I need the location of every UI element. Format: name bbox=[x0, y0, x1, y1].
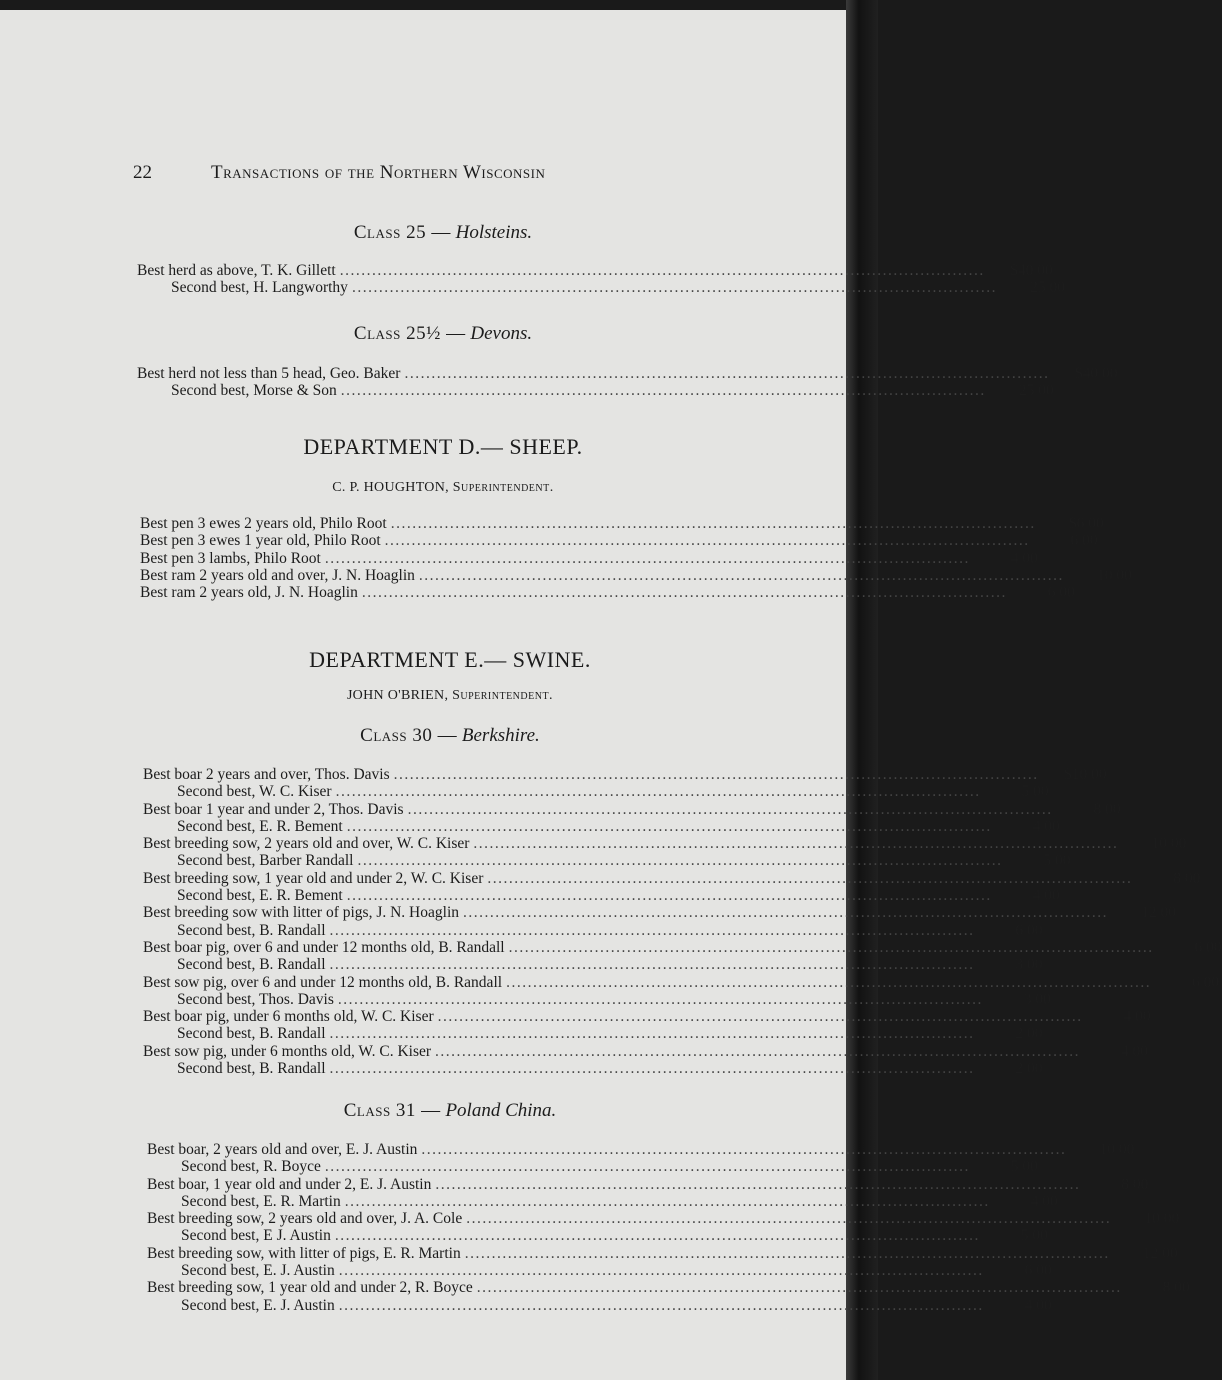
award-row-second bbox=[147, 1262, 1052, 1280]
award-text: Best breeding sow, 2 years old and over, J. A. Cole bbox=[147, 1210, 463, 1228]
dot-leader: ........................................................................................................................ bbox=[338, 1262, 984, 1280]
award-row-second bbox=[147, 1158, 1038, 1176]
dot-leader: ........................................................................................................................ bbox=[421, 1141, 1067, 1158]
award-amount: 6 00 bbox=[1191, 973, 1220, 991]
dot-leader: ........................................................................................................................ bbox=[324, 549, 970, 567]
award-text: Second best, Thos. Davis bbox=[177, 990, 334, 1008]
dot-leader: ........................................................................................................................ bbox=[390, 515, 1036, 532]
dot-leader: ........................................................................................................................ bbox=[335, 783, 981, 801]
award-text: Best sow pig, under 6 months old, W. C. Kiser bbox=[143, 1042, 432, 1060]
award-text: Best herd as above, T. K. Gillett bbox=[137, 262, 336, 279]
award-amount: 4 00 bbox=[1032, 887, 1060, 905]
award-text: Best breeding sow, 1 year old and under 2, R. Boyce bbox=[147, 1279, 473, 1297]
dot-leader: ........................................................................................................................ bbox=[384, 532, 1030, 550]
award-row-second bbox=[143, 1060, 1043, 1078]
dot-leader: ........................................................................................................................ bbox=[404, 365, 1050, 382]
award-list bbox=[140, 515, 1132, 602]
award-text: Best boar, 2 years old and over, E. J. Austin bbox=[147, 1141, 418, 1158]
award-amount: $10 00 bbox=[1063, 766, 1107, 783]
dot-leader: ........................................................................................................................ bbox=[463, 904, 1108, 922]
award-row bbox=[143, 904, 1176, 922]
award-amount: 25 00 bbox=[1018, 382, 1054, 400]
dot-leader: ........................................................................................................................ bbox=[344, 1192, 990, 1210]
award-amount: 4 00 bbox=[1010, 549, 1038, 567]
award-amount: 4 00 bbox=[1032, 817, 1060, 835]
award-amount: 4 00 bbox=[1123, 1008, 1151, 1026]
dot-leader: ........................................................................................................................ bbox=[508, 938, 1154, 956]
award-text: Best boar, 1 year old and under 2, E. J. Austin bbox=[147, 1175, 432, 1193]
dot-leader: ........................................................................................................................ bbox=[506, 973, 1152, 991]
award-text: Best breeding sow, 2 years old and over, W. C. Kiser bbox=[143, 835, 470, 853]
award-text: Best ram 2 years old, J. N. Hoaglin bbox=[140, 584, 358, 602]
award-text: Best breeding sow, with litter of pigs, E. R. Martin bbox=[147, 1244, 461, 1262]
award-row bbox=[140, 549, 1038, 567]
award-amount: 6 00 bbox=[1070, 532, 1098, 550]
dot-leader: ........................................................................................................................ bbox=[435, 1042, 1081, 1060]
award-amount: 8 00 bbox=[1173, 869, 1201, 887]
award-amount: 10 00 bbox=[1144, 1210, 1180, 1228]
dot-leader: ........................................................................................................................ bbox=[338, 1296, 984, 1314]
award-row bbox=[143, 973, 1220, 991]
award-text: Second best, R. Boyce bbox=[181, 1158, 321, 1176]
award-text: Best sow pig, over 6 and under 12 months old, B. Randall bbox=[143, 973, 503, 991]
award-amount: 12 00 bbox=[1141, 904, 1176, 922]
award-amount: 4 00 bbox=[1120, 1042, 1149, 1060]
award-amount: 6 00 bbox=[1194, 938, 1222, 956]
award-amount: 5 00 bbox=[1043, 852, 1071, 870]
award-amount: 10 00 bbox=[1099, 1141, 1135, 1158]
award-row bbox=[140, 532, 1098, 550]
department-heading: DEPARTMENT E.— SWINE. bbox=[309, 647, 591, 672]
award-row-second bbox=[137, 382, 1054, 400]
award-text: Second best, B. Randall bbox=[177, 1060, 326, 1078]
award-row bbox=[140, 566, 1132, 584]
award-amount: 3 00 bbox=[1015, 956, 1043, 974]
award-amount: 12 00 bbox=[1142, 1244, 1178, 1262]
award-text: Best boar pig, over 6 and under 12 months old, B. Randall bbox=[143, 938, 505, 956]
award-text: Best pen 3 ewes 2 years old, Philo Root bbox=[140, 515, 387, 532]
dot-leader: ........................................................................................................................ bbox=[464, 1244, 1110, 1262]
award-amount: 10 00 bbox=[1097, 566, 1132, 584]
award-text: Second best, Morse & Son bbox=[171, 382, 337, 400]
award-text: Best boar 2 years and over, Thos. Davis bbox=[143, 766, 390, 783]
award-list bbox=[143, 766, 1222, 1078]
award-row-second bbox=[143, 1025, 1043, 1043]
award-text: Second best, E. J. Austin bbox=[181, 1262, 335, 1280]
dot-leader: ........................................................................................................................ bbox=[324, 1158, 970, 1176]
award-row-second bbox=[137, 279, 1065, 297]
award-text: Second best, E. R. Martin bbox=[181, 1192, 341, 1210]
dot-leader: ........................................................................................................................ bbox=[357, 852, 1003, 870]
dot-leader: ........................................................................................................................ bbox=[437, 1008, 1083, 1026]
department-heading: DEPARTMENT D.— SHEEP. bbox=[303, 434, 583, 459]
award-text: Second best, E. R. Bement bbox=[177, 887, 343, 905]
dot-leader: ........................................................................................................................ bbox=[407, 800, 1053, 818]
dot-leader: ........................................................................................................................ bbox=[329, 1060, 975, 1078]
award-row bbox=[143, 766, 1107, 783]
award-row bbox=[147, 1175, 1149, 1193]
award-amount: 5 00 bbox=[1021, 783, 1049, 801]
award-row bbox=[140, 584, 1075, 602]
award-amount: $40 00 bbox=[1010, 262, 1053, 279]
award-text: Best breeding sow, 1 year old and under 2, W. C. Kiser bbox=[143, 869, 484, 887]
award-text: Second best, B. Randall bbox=[177, 921, 326, 939]
award-amount: 5 00 bbox=[1010, 1158, 1038, 1176]
award-amount: 2 00 bbox=[1015, 1060, 1043, 1078]
dot-leader: ........................................................................................................................ bbox=[346, 887, 992, 905]
dot-leader: ........................................................................................................................ bbox=[361, 584, 1007, 602]
award-amount: 8 00 bbox=[1162, 1279, 1190, 1297]
dot-leader: ........................................................................................................................ bbox=[476, 1279, 1122, 1297]
award-row bbox=[143, 800, 1121, 818]
award-amount: $6 00 bbox=[1068, 515, 1104, 532]
dot-leader: ........................................................................................................................ bbox=[466, 1210, 1112, 1228]
award-row bbox=[147, 1210, 1180, 1228]
award-amount: 10 00 bbox=[1151, 835, 1187, 853]
award-row-second bbox=[143, 887, 1060, 905]
dot-leader: ........................................................................................................................ bbox=[487, 869, 1133, 887]
dot-leader: ........................................................................................................................ bbox=[435, 1175, 1081, 1193]
running-title: Transactions of the Northern Wisconsin bbox=[211, 162, 546, 183]
page-number: 22 bbox=[133, 162, 152, 183]
award-amount: $40 00 bbox=[1074, 365, 1118, 382]
dot-leader: ........................................................................................................................ bbox=[337, 990, 983, 1008]
award-amount: 2 00 bbox=[1015, 1025, 1043, 1043]
award-amount: 5 00 bbox=[1020, 1227, 1048, 1245]
class-heading: Class 30 — Berkshire. bbox=[360, 725, 540, 746]
award-row-second bbox=[143, 783, 1049, 801]
dot-leader: ........................................................................................................................ bbox=[351, 279, 997, 297]
dot-leader: ........................................................................................................................ bbox=[329, 1025, 975, 1043]
class-heading: Class 25 — Holsteins. bbox=[353, 222, 533, 243]
dot-leader: ........................................................................................................................ bbox=[339, 262, 985, 279]
running-head bbox=[133, 162, 683, 184]
award-text: Best boar pig, under 6 months old, W. C. Kiser bbox=[143, 1008, 434, 1026]
award-text: Best ram 2 years old and over, J. N. Hoaglin bbox=[140, 566, 415, 584]
award-list bbox=[137, 262, 1065, 297]
award-row-second bbox=[143, 956, 1043, 974]
award-text: Best pen 3 lambs, Philo Root bbox=[140, 549, 321, 567]
award-amount: 4 00 bbox=[1024, 1296, 1052, 1314]
dot-leader: ........................................................................................................................ bbox=[473, 835, 1119, 853]
award-text: Best pen 3 ewes 1 year old, Philo Root bbox=[140, 532, 381, 550]
award-row-second bbox=[143, 817, 1060, 835]
award-row-second bbox=[143, 990, 1051, 1008]
award-text: Second best, H. Langworthy bbox=[171, 279, 348, 297]
award-amount: 25 00 bbox=[1030, 279, 1065, 297]
award-text: Second best, W. C. Kiser bbox=[177, 783, 332, 801]
award-row-second bbox=[143, 852, 1071, 870]
award-row bbox=[137, 365, 1118, 382]
award-row bbox=[143, 938, 1222, 956]
award-amount: 6 00 bbox=[1015, 921, 1043, 939]
award-amount: 3 00 bbox=[1023, 990, 1051, 1008]
award-text: Best breeding sow with litter of pigs, J. N. Hoaglin bbox=[143, 904, 459, 922]
award-amount: 4 00 bbox=[1030, 1192, 1058, 1210]
award-row bbox=[143, 1042, 1149, 1060]
award-amount: 8 00 bbox=[1093, 800, 1121, 818]
award-text: Second best, E J. Austin bbox=[181, 1227, 331, 1245]
award-text: Second best, B. Randall bbox=[177, 956, 326, 974]
award-row-second bbox=[147, 1296, 1052, 1314]
award-row bbox=[143, 869, 1201, 887]
award-row-second bbox=[147, 1227, 1048, 1245]
class-heading: Class 31 — Poland China. bbox=[343, 1100, 557, 1121]
class-heading: Class 25½ — Devons. bbox=[353, 323, 533, 344]
dot-leader: ........................................................................................................................ bbox=[418, 566, 1064, 584]
award-text: Best herd not less than 5 head, Geo. Baker bbox=[137, 365, 401, 382]
dot-leader: ........................................................................................................................ bbox=[393, 766, 1039, 783]
award-row bbox=[147, 1244, 1178, 1262]
dot-leader: ........................................................................................................................ bbox=[329, 921, 975, 939]
dot-leader: ........................................................................................................................ bbox=[334, 1227, 980, 1245]
award-amount: 8 00 bbox=[1121, 1175, 1149, 1193]
award-text: Second best, Barber Randall bbox=[177, 852, 354, 870]
award-row bbox=[147, 1141, 1135, 1158]
dot-leader: ........................................................................................................................ bbox=[340, 382, 986, 400]
award-amount: 6 00 bbox=[1024, 1262, 1052, 1280]
award-row bbox=[143, 1008, 1151, 1026]
award-amount: 6 00 bbox=[1047, 584, 1075, 602]
award-row bbox=[143, 835, 1187, 853]
superintendent-line: C. P. HOUGHTON, Superintendent. bbox=[332, 480, 554, 495]
dot-leader: ........................................................................................................................ bbox=[346, 817, 992, 835]
award-row-second bbox=[143, 921, 1043, 939]
dot-leader: ........................................................................................................................ bbox=[329, 956, 975, 974]
award-row-second bbox=[147, 1192, 1058, 1210]
award-text: Second best, E. R. Bement bbox=[177, 817, 343, 835]
award-text: Best boar 1 year and under 2, Thos. Davis bbox=[143, 800, 404, 818]
award-text: Second best, B. Randall bbox=[177, 1025, 326, 1043]
award-list bbox=[147, 1141, 1190, 1314]
award-row bbox=[147, 1279, 1190, 1297]
award-text: Second best, E. J. Austin bbox=[181, 1296, 335, 1314]
award-row bbox=[137, 262, 1053, 279]
award-row bbox=[140, 515, 1104, 532]
superintendent-line: JOHN O'BRIEN, Superintendent. bbox=[346, 688, 554, 703]
award-list bbox=[137, 365, 1118, 400]
